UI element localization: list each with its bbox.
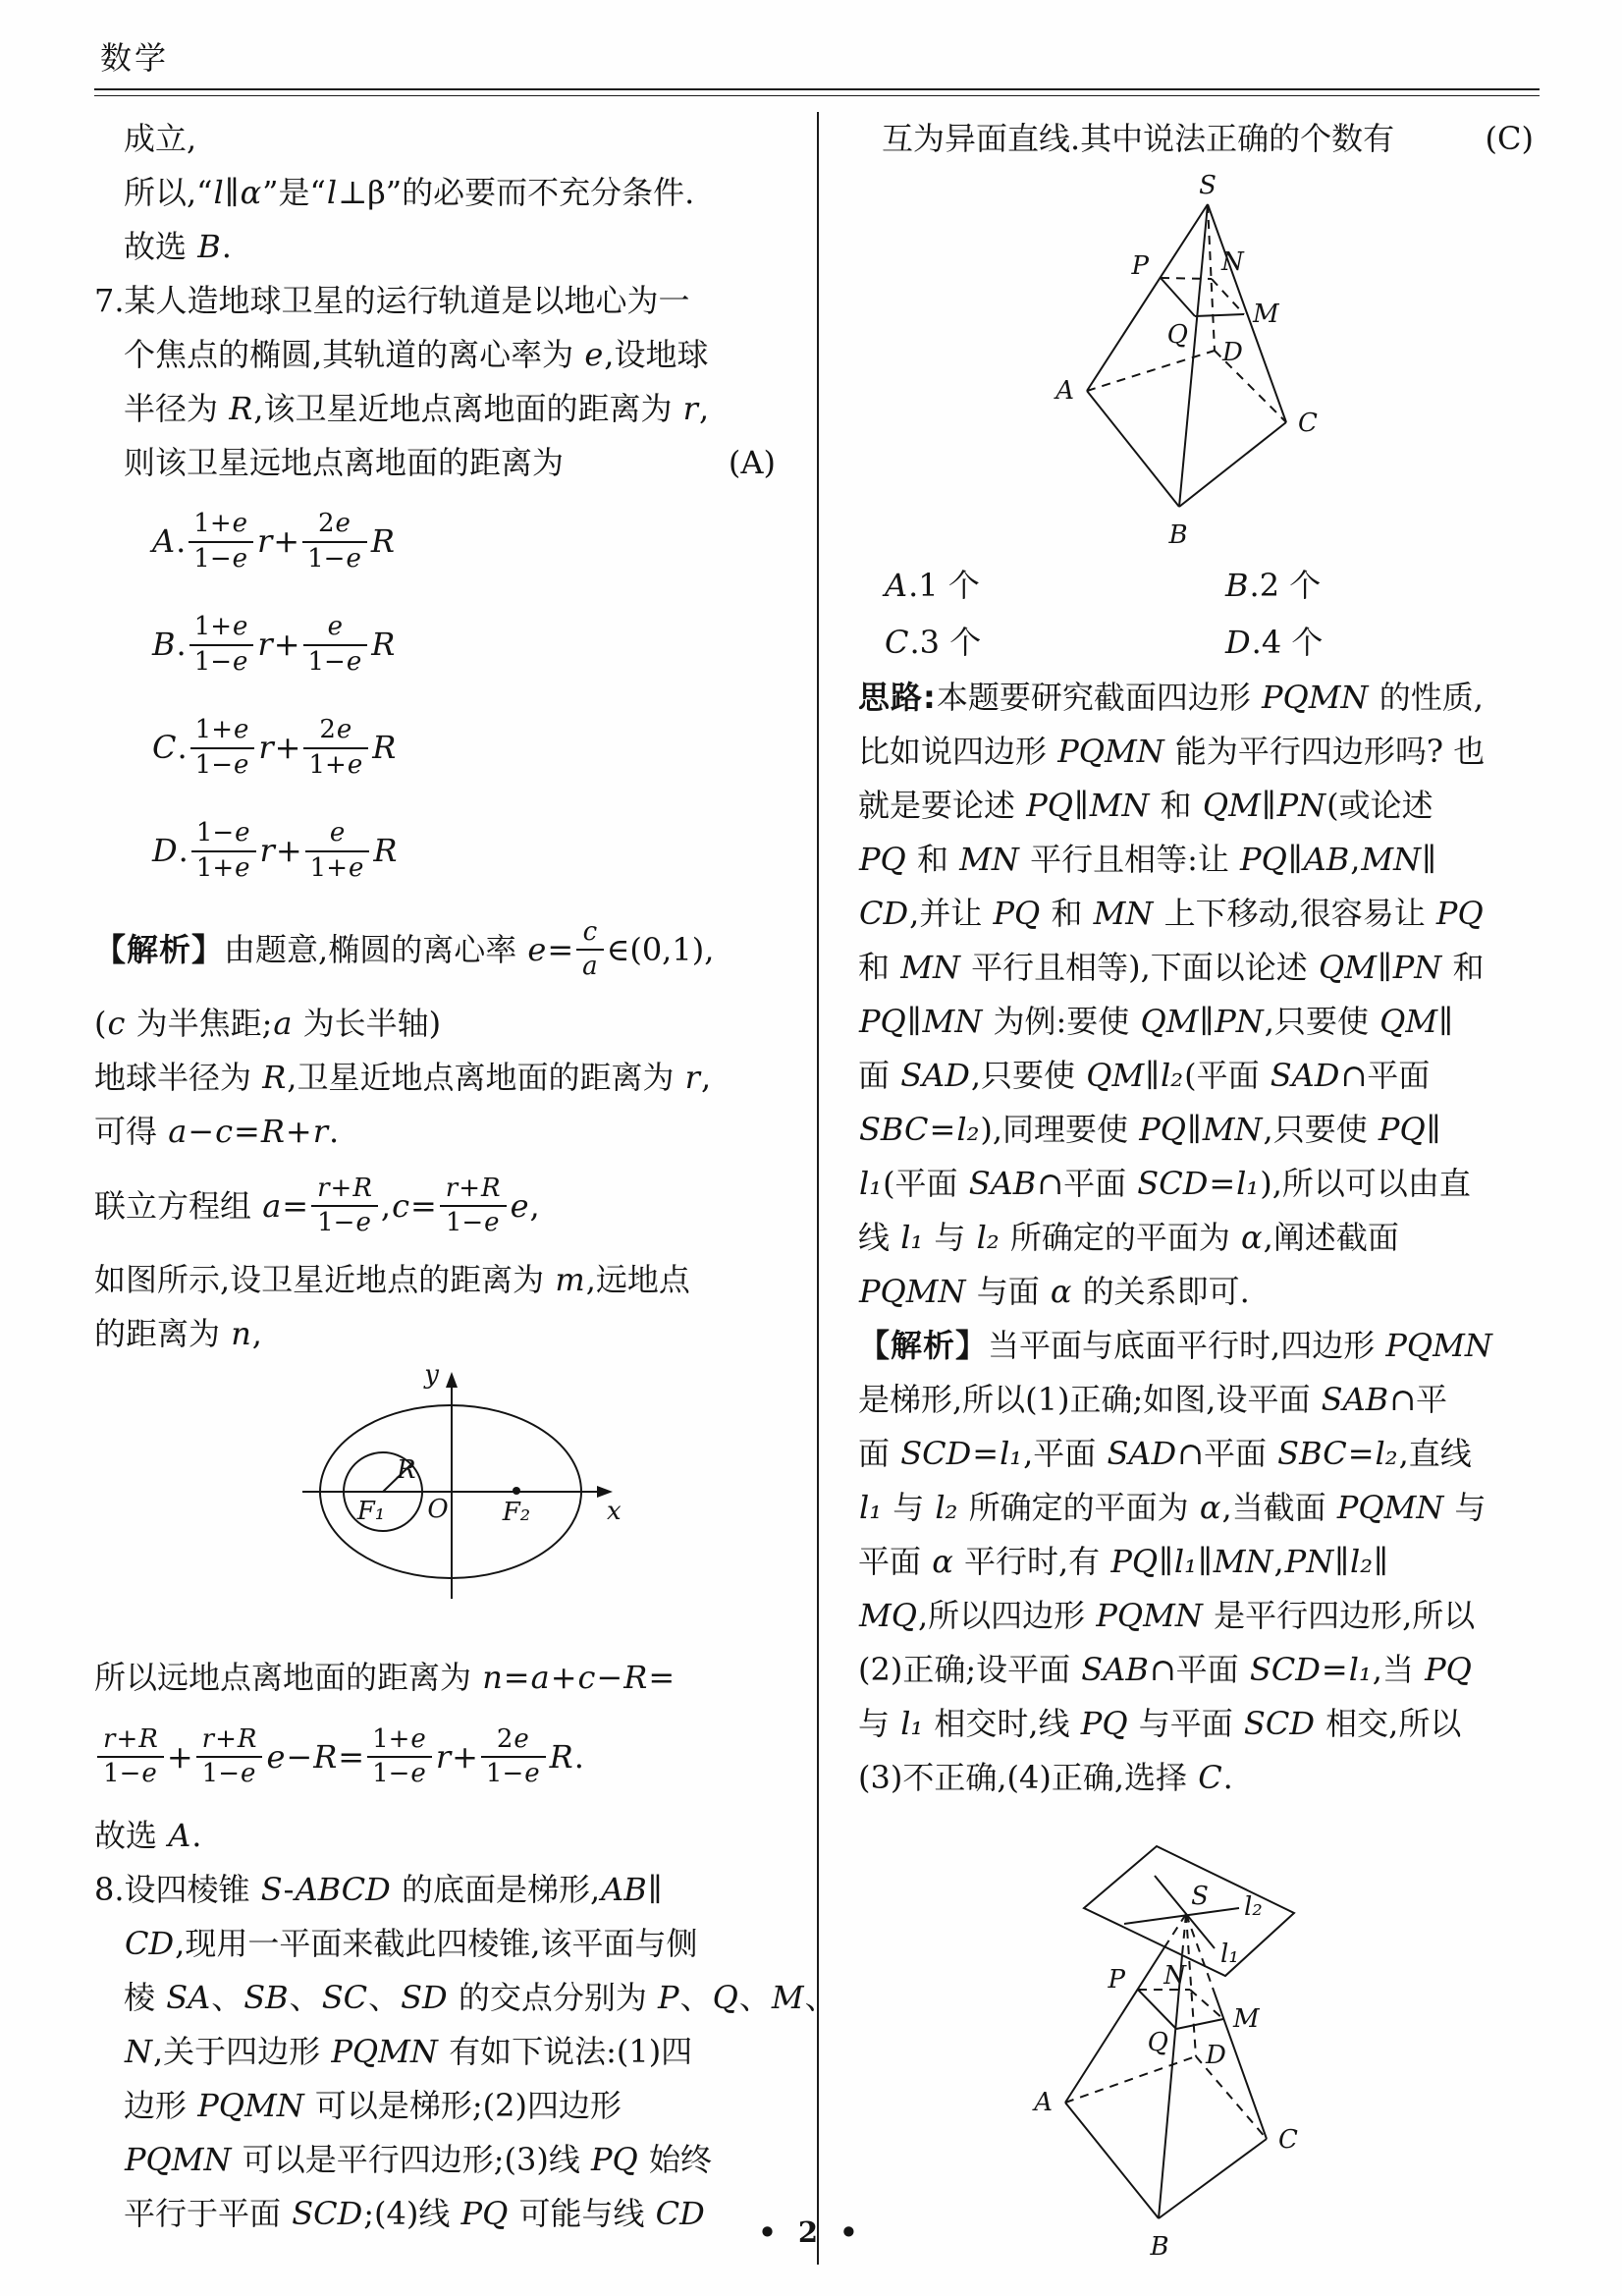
header-double-rule [94,88,1540,96]
page-number: • 2 • [758,2215,864,2249]
y-axis-label: y [424,1367,439,1390]
solution-line: 故选 A. [94,1817,202,1854]
left-column [94,112,837,2265]
text-line: 成立, [124,120,197,157]
figure-pyramid-with-plane [1021,1813,1540,2265]
point-P-label: P [1108,1965,1125,1995]
question-7-line: 个焦点的椭圆,其轨道的离心率为 e,设地球 [124,336,709,373]
right-column [817,112,1540,2265]
section-PQ [1161,278,1195,316]
options-row-1 [858,557,1540,614]
answer-badge-q7: (A) [728,444,776,481]
approach-line: CD,并让 PQ 和 MN 上下移动,很容易让 PQ [859,895,1484,932]
approach-line: 比如说四边形 PQMN 能为平行四边形吗? 也 [858,733,1486,770]
solution-line: 的距离为 n, [94,1315,262,1352]
solution-8-line: 面 SCD=l₁,平面 SAD∩平面 SBC=l₂,直线 [858,1435,1472,1472]
solution-8-line: 平面 α 平行时,有 PQ∥l₁∥MN,PN∥l₂∥ [858,1543,1388,1580]
section-PQ [1138,1990,1176,2029]
option-c: C. $\frac{1+e}{1-e}$ r + $\frac{2e}{1+e}$ R [152,715,397,780]
edge-AD-hidden [1087,351,1215,391]
edge-SA-hidden [1164,1914,1186,1947]
solution-8-line: l₁ 与 l₂ 所确定的平面为 α,当截面 PQMN 与 [859,1489,1487,1526]
point-P-label: P [1131,251,1149,281]
figure-pyramid-section [1041,170,1540,555]
question-8-line: 8.设四棱锥 S-ABCD 的底面是梯形,AB∥ [94,1871,663,1908]
vertex-B-label: B [1150,2232,1169,2262]
section-QM [1176,2019,1223,2029]
solution-equation-line: 联立方程组 a = $\frac{r+R}{1-e}$ , c = $\frac{r+R}{1-e}$ e , [94,1173,540,1237]
point-N-label: N [1221,247,1244,277]
vertex-A-label: A [1055,376,1074,406]
option-b: B.2 个 [1225,566,1322,604]
focus1-label: F₁ [356,1497,386,1526]
edge-SB [1179,204,1208,507]
question-7-line: 半径为 R,该卫星近地点离地面的距离为 r, [124,390,710,427]
pyramid2-svg [1021,1813,1453,2265]
y-axis-arrow [446,1372,458,1388]
option-c: C.3 个 [885,623,982,661]
two-column-body [94,112,1540,2265]
solution-8-line: (2)正确;设平面 SAB∩平面 SCD=l₁,当 PQ [858,1651,1472,1688]
x-axis-label: x [607,1497,622,1526]
line-l2-label: l₂ [1244,1892,1263,1922]
vertex-S-label: S [1191,1882,1209,1911]
section-QM [1195,314,1244,316]
approach-line: PQMN 与面 α 的关系即可. [859,1273,1250,1310]
option-a: A. $\frac{1+e}{1-e}$ r + $\frac{2e}{1-e}$ R [152,509,395,574]
plane-alpha [1084,1846,1294,1976]
vertex-A-label: A [1034,2088,1053,2117]
edge-BC [1179,422,1286,507]
solution-line: 地球半径为 R,卫星近地点离地面的距离为 r, [94,1059,712,1096]
point-Q-label: Q [1147,2028,1168,2057]
question-8-line: CD,现用一平面来截此四棱锥,该平面与侧 [125,1925,698,1962]
text-line: 所以,“l∥α”是“l⊥β”的必要而不充分条件. [124,174,695,211]
edge-SB [1159,1955,1182,2218]
question-7-stem-answer [94,436,782,490]
edge-AB [1087,391,1179,507]
approach-line: PQ∥MN 为例:要使 QM∥PN,只要使 QM∥ [859,1003,1453,1040]
edge-BC [1159,2139,1267,2218]
edge-AB [1065,2103,1159,2218]
question-8-stem: 互为异面直线.其中说法正确的个数有 [882,120,1395,157]
answer-badge-q8: (C) [1485,120,1534,157]
point-Q-label: Q [1166,320,1188,350]
approach-line: 思路:本题要研究截面四边形 PQMN 的性质, [858,679,1484,716]
solution-equation-line: $\frac{r+R}{1-e}$ + $\frac{r+R}{1-e}$ e − R = $\frac{1+e}{1-e}$ r + $\frac{2e}{1-e}$ R . [94,1705,782,1809]
approach-line: 就是要论述 PQ∥MN 和 QM∥PN(或论述 [858,787,1433,824]
solution-8-line: 【解析】当平面与底面平行时,四边形 PQMN [858,1327,1492,1364]
approach-line: SBC=l₂),同理要使 PQ∥MN,只要使 PQ∥ [859,1111,1441,1148]
solution-8-line: MQ,所以四边形 PQMN 是平行四边形,所以 [859,1597,1476,1634]
solution-line: 如图所示,设卫星近地点的距离为 m,远地点 [94,1261,690,1298]
origin-label: O [427,1495,449,1524]
approach-line: 面 SAD,只要使 QM∥l₂(平面 SAD∩平面 [858,1057,1431,1094]
page-header-subject: 数学 [100,39,170,77]
solution-line: 可得 a−c=R+r. [94,1113,340,1150]
approach-line: 线 l₁ 与 l₂ 所确定的平面为 α,阐述截面 [858,1219,1399,1256]
vertex-C-label: C [1298,409,1318,438]
edge-SC-hidden [1186,1914,1213,1988]
point-N-label: N [1163,1961,1186,1991]
option-a: A.1 个 [885,566,980,604]
edge-SA [1087,204,1208,391]
question-7-stem: 则该卫星远地点离地面的距离为 [124,444,565,481]
focus2-label: F₂ [502,1498,531,1527]
question-8-line: 平行于平面 SCD;(4)线 PQ 可能与线 CD [124,2195,705,2232]
vertex-D-label: D [1206,2041,1226,2070]
section-NM-hidden [1212,279,1244,314]
focus2-dot [513,1487,520,1495]
question-8-line: N,关于四边形 PQMN 有如下说法:(1)四 [125,2033,693,2070]
point-M-label: M [1233,2004,1260,2034]
solution-8-line: 是梯形,所以(1)正确;如图,设平面 SAB∩平 [858,1381,1448,1418]
solution-line: 【解析】 由题意,椭圆的离心率 e = $\frac{c}{a}$ ∈(0,1), [94,916,715,981]
solution-8-line: 与 l₁ 相交时,线 PQ 与平面 SCD 相交,所以 [858,1705,1462,1742]
vertex-D-label: D [1222,338,1243,367]
edge-SD-hidden [1208,204,1215,351]
option-d: D. $\frac{1-e}{1+e}$ r + $\frac{e}{1+e}$ R [152,818,398,883]
approach-line: l₁(平面 SAB∩平面 SCD=l₁),所以可以由直 [859,1165,1471,1202]
section-PN-hidden [1161,278,1212,279]
vertex-B-label: B [1168,520,1188,550]
orbit-ellipse-svg [275,1367,687,1647]
point-M-label: M [1253,300,1279,329]
option-b: B. $\frac{1+e}{1-e}$ r + $\frac{e}{1-e}$ R [152,612,396,677]
question-8-line: 棱 SA、SB、SC、SD 的交点分别为 P、Q、M、 [124,1979,837,2016]
solution-line: (c 为半焦距;a 为长半轴) [94,1005,442,1042]
question-8-line: 边形 PQMN 可以是梯形;(2)四边形 [124,2087,622,2124]
line-l1-label: l₁ [1220,1940,1239,1969]
options-row-2 [858,614,1540,671]
figure-orbit-ellipse [275,1367,782,1647]
solution-line: 所以远地点离地面的距离为 n=a+c−R= [94,1659,676,1696]
text-line: 故选 B. [124,228,232,265]
solution-8-line: (3)不正确,(4)正确,选择 C. [858,1759,1233,1796]
vertex-C-label: C [1278,2125,1298,2155]
pyramid1-svg [1041,170,1453,555]
option-d: D.4 个 [1225,623,1324,661]
edge-AD-hidden [1065,2056,1196,2103]
approach-line: 和 MN 平行且相等),下面以论述 QM∥PN 和 [858,949,1485,986]
radius-label: R [397,1455,416,1485]
question-7-line: 7.某人造地球卫星的运行轨道是以地心为一 [94,282,690,319]
approach-line: PQ 和 MN 平行且相等:让 PQ∥AB,MN∥ [859,841,1436,878]
question-8-line: PQMN 可以是平行四边形;(3)线 PQ 始终 [125,2141,712,2178]
vertex-S-label: S [1199,171,1216,200]
question-8-stem-answer [858,112,1540,166]
